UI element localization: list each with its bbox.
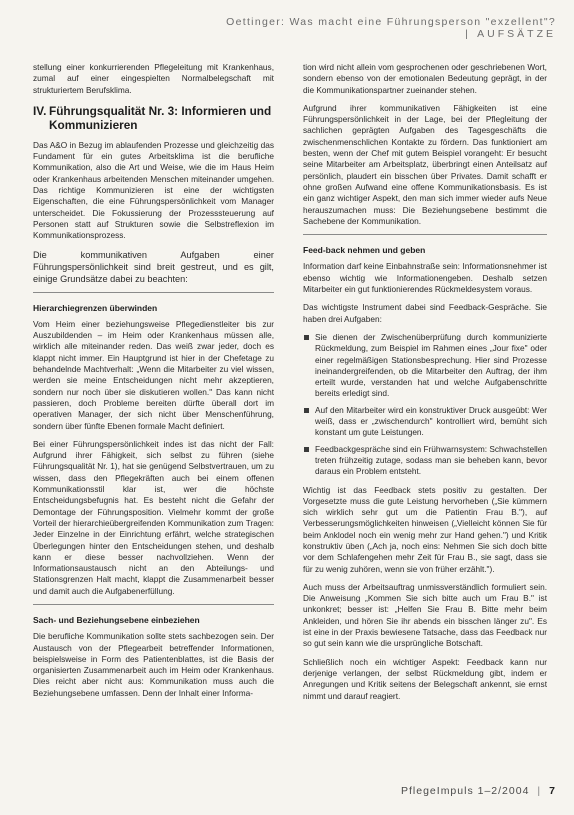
subheading: Hierarchiegrenzen überwinden <box>33 302 158 313</box>
body-paragraph: Vom Heim einer beziehungsweise Pflegedienstleiter bis zur Auszubildenden – im Heim oder Krankenhaus müssen alle, wirklich alle miteinander reden. Das weiß zwar jeder, doch es klappt nicht immer. Ein Hauptgrund ist hier in der Chefetage zu behandelnde Machtverhalt: „Wenn die Mitarbeiter zu viel wissen, werden sie meine Entscheidungen nicht mehr akzeptieren, sondern nur noch über sie diskutieren wollen." Das kann nicht passieren, doch Probleme bereiten dürfte überall dort im operativen Manager, der sich nicht über Menschenführung, sondern über fünfte Ebenen formale Macht definiert. <box>33 318 274 431</box>
subheading: Feed-back nehmen und geben <box>303 245 426 256</box>
intro-paragraph: stellung einer konkurrierenden Pflegeleitung mit Krankenhaus, zumal auf einer eingespielten Normalbelegschaft mit strukturiertem Berufsklima. <box>33 62 274 95</box>
bullet-square-icon <box>304 408 309 413</box>
body-paragraph: Das A&O in Bezug im ablaufenden Prozesse und gleichzeitig das Fundament für ein gutes Arbeitsklima ist die berufliche Kommunikation, also die Art und Weise, wie die im Haus Heim oder Krankenhaus arbeitenden Menschen miteinander umgehen. Das richtige Kommunizieren ist eine der wichtigsten Eigenschaften, die eine Führungspersönlichkeit vom Manager unterscheidet. Die Fokussierung der Prozesssteuerung auf Personen statt auf Strukturen sowie die Selbstreflexion im Kommunikationsprozess. <box>33 139 274 241</box>
page-number: 7 <box>549 785 556 797</box>
running-title: Oettinger: Was macht eine Führungsperson "exzellent"? <box>226 16 556 28</box>
divider <box>33 604 274 605</box>
section-heading-line2: Kommunizieren <box>49 117 138 132</box>
body-paragraph: Das wichtigste Instrument dabei sind Feedback-Gespräche. Sie haben drei Aufgaben: <box>303 302 547 324</box>
list-item-text: Feedbackgespräche sind ein Frühwarnsystem: Schwachstellen treten frühzeitig zutage, sodass man sie beheben kann, bevor daraus ein Problem entsteht. <box>315 443 547 477</box>
list-item <box>303 332 547 400</box>
header-separator: | <box>465 28 470 40</box>
page-footer <box>380 785 556 797</box>
divider <box>33 292 274 293</box>
section-label: AUFSÄTZE <box>477 28 556 40</box>
left-column <box>33 62 274 706</box>
divider <box>303 234 547 235</box>
body-paragraph: Auch muss der Arbeitsauftrag unmissverständlich formuliert sein. Die Anweisung „Kommen Sie sich bitte auch um Frau B." ist unkonkret; besser ist: „Helfen Sie Frau B. Bitte mehr beim Ankleiden, und hören Sie ihr abends ein bisschen länger zu". Es ist eine in der Praxis bewiesene Tatsache, dass das Feedback nur so gut sein kann wie die ursprüngliche Botschaft. <box>303 581 547 649</box>
footer-separator: | <box>537 785 542 797</box>
body-paragraph: tion wird nicht allein vom gesprochenen oder geschriebenen Wort, sondern ebenso von der emotionalen Bedeutung geprägt, in der die Kommunikationspartner zueinander stehen. <box>303 62 547 95</box>
list-item <box>303 444 547 478</box>
right-column <box>303 62 547 709</box>
body-paragraph: Bei einer Führungspersönlichkeit indes ist das nicht der Fall: Aufgrund ihrer Fähigkeit, sich selbst zu führen (siehe Führungsqualität Nr. 1), hat sie genügend Selbstvertrauen, um zu wissen, dass den Pflegekräften auch bei einem offenen Kommunikationsstil klar ist, wer die höchste Entscheidungsbefugnis hat. Es besteht nicht die Gefahr der Demontage der Führungsposition. Vielmehr kommt der große Vorteil der hierarchieübergreifenden Kommunikation zum Tragen: Jeder Einzelne in der Einrichtung erfährt, welche strategischen Überlegungen hinter den Entscheidungen stehen, und deshalb kann er diese besser nachvollziehen. Wenn der Informationsaustausch nicht an den Abteilungs- und Stationsgrenzen Halt macht, klappt die Zusammenarbeit besser und damit auch die Aufgabenerfüllung. <box>33 438 274 596</box>
section-heading <box>33 104 274 132</box>
section-number: IV. <box>33 103 47 118</box>
body-paragraph: Information darf keine Einbahnstraße sein: Informationsnehmer ist ebenso wichtig wie Informationengeben. Deshalb setzen Mitarbeiter ein gut funktionierendes Rückmeldesystem voraus. <box>303 261 547 295</box>
bullet-square-icon <box>304 335 309 340</box>
body-paragraph: Schließlich noch ein wichtiger Aspekt: Feedback kann nur derjenige verlangen, der selbst Rückmeldung gibt, indem er Anregungen und Kritik seitens der Belegschaft ankennt, sie ernst nimmt und darauf reagiert. <box>303 656 547 701</box>
bullet-list <box>303 332 547 478</box>
running-header <box>150 16 556 40</box>
body-paragraph: Aufgrund ihrer kommunikativen Fähigkeiten ist eine Führungspersönlichkeit in der Lage, bei der Pflegleitung der sachlichen geprägten Aufgaben des Tagesgeschäfts die zwischenmenschlichen Kontakte zu fördern. Das funktioniert am besten, wenn der Chef mit gutem Beispiel vorangeht: Er besucht seine Mitarbeiter am Arbeitsplatz, überbringt einen Anteilsatz auf persönlich, plaudert ein bisschen über Privates. Damit schafft er ohne großen Aufwand eine offene Kommunikationsbasis. Es ist ein ganz wichtiger Aspekt, den man sich immer wieder aufs Neue herauszumachen muss: Die Beziehungsebene bestimmt die Sachebene der Kommunikation. <box>303 102 547 226</box>
list-item-text: Auf den Mitarbeiter wird ein konstruktiver Druck ausgeübt: Wer weiß, dass er „zwischendurch" kontrolliert wird, bemüht sich konstant um gute Leistungen. <box>315 404 547 438</box>
list-item-text: Sie dienen der Zwischenüberprüfung durch kommunizierte Rückmeldung, zum Beispiel im Rahmen eines „Jour fixe" oder einer regelmäßigen Stationsbesprechung. Hier sind Prozesse ineinandergreifenden, ob die Mitarbeiter den Auftrag, der ihm erteilt wurde, verstanden hat und welche Aufgabenschritte bereits erledigt sind. <box>315 331 547 399</box>
bullet-square-icon <box>304 447 309 452</box>
body-paragraph: Wichtig ist das Feedback stets positiv zu gestalten. Der Vorgesetzte muss die gute Leistung hervorheben („Sie kümmern sich wirklich sehr gut um die Patientin Frau B."), auf Verbesserungsmöglichkeiten hinweisen („Vielleicht können Sie für beim Anklodel noch ein wenig mehr zur Hand gehen.") und Kritik konstruktiv üben („Ach ja, noch eins: Nehmen Sie sich doch bitte vor dem Schlafengehen mehr Zeit für Frau B., sie sagt, dass sie für zu wenig zuhören, wenn sie von früher erzählt."). <box>303 484 547 574</box>
lead-paragraph: Die kommunikativen Aufgaben einer Führungspersönlichkeit sind breit gestreut, und es gilt, einige Grundsätze dabei zu beachten: <box>33 249 274 284</box>
subheading: Sach- und Beziehungsebene einbeziehen <box>33 614 200 625</box>
journal-name: PflegeImpuls 1–2/2004 <box>401 785 530 797</box>
list-item <box>303 405 547 439</box>
section-heading-line1: Führungsqualität Nr. 3: Informieren und <box>49 103 272 118</box>
body-paragraph: Die berufliche Kommunikation sollte stets sachbezogen sein. Der Austausch von der Pflegearbeit betreffender Informationen, beispielsweise in Form des Patientenblattes, ist die Basis der organisierten Zusammenarbeit auch im Heim oder Krankenhaus. Dies reicht aber nicht aus: Kommunikation muss auch die Beziehungsebene umfassen. Denn der Inhalt einer Informa- <box>33 631 274 698</box>
